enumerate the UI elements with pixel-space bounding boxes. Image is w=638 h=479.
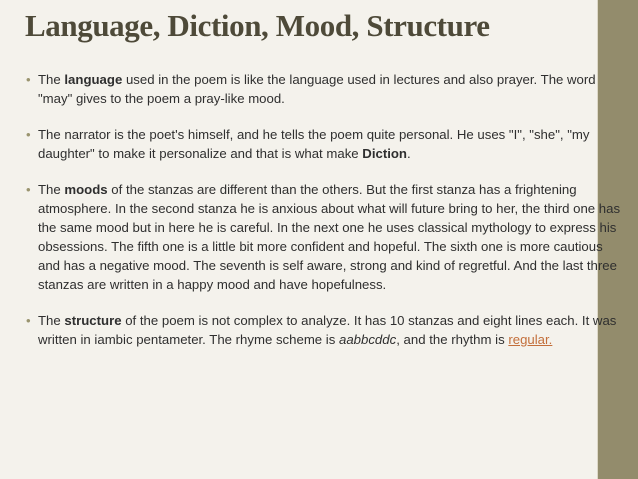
- bullet-language-text: used in the poem is like the language used in lectures and also prayer. The word "may" gives to the poem a pray-like mood.: [38, 72, 596, 106]
- bullet-moods: [28, 180, 622, 294]
- regular-link[interactable]: regular.: [508, 332, 553, 347]
- bullet-language-lead: The: [38, 72, 65, 87]
- bullet-moods-text: of the stanzas are different than the others. But the first stanza has a frightening atmosphere. In the second stanza he is anxious about what will future bring to her, the third one has the same mood but in here he is careful. In the next one he uses classical mythology to express his obsessions. The fifth one is a little bit more confident and hopeful. The sixth one is more cautious and has a negative mood. The seventh is self aware, strong and kind of regretful. And the last three stanzas are written in a happy mood and have hopefulness.: [38, 182, 621, 292]
- bullet-list: [28, 70, 622, 366]
- diction-keyword: Diction: [362, 146, 407, 161]
- bullet-structure-tail: , and the rhythm is: [396, 332, 509, 347]
- bullet-language: [28, 70, 622, 108]
- bullet-structure-text: of the poem is not complex to analyze. It has 10 stanzas and eight lines each. It was written in iambic pentameter. The rhyme scheme is: [38, 313, 617, 347]
- structure-keyword: structure: [64, 313, 122, 328]
- bullet-diction: [28, 125, 622, 163]
- moods-keyword: moods: [64, 182, 108, 197]
- bullet-moods-lead: The: [38, 182, 65, 197]
- slide-title: Language, Diction, Mood, Structure: [25, 8, 490, 43]
- bullet-structure: [28, 311, 622, 349]
- language-keyword: language: [64, 72, 123, 87]
- rhyme-scheme: aabbcddc: [339, 332, 397, 347]
- bullet-diction-tail: .: [407, 146, 411, 161]
- bullet-structure-lead: The: [38, 313, 65, 328]
- bullet-diction-text: The narrator is the poet's himself, and he tells the poem quite personal. He uses "I", "she", "my daughter" to make it personalize and that is what make: [38, 127, 590, 161]
